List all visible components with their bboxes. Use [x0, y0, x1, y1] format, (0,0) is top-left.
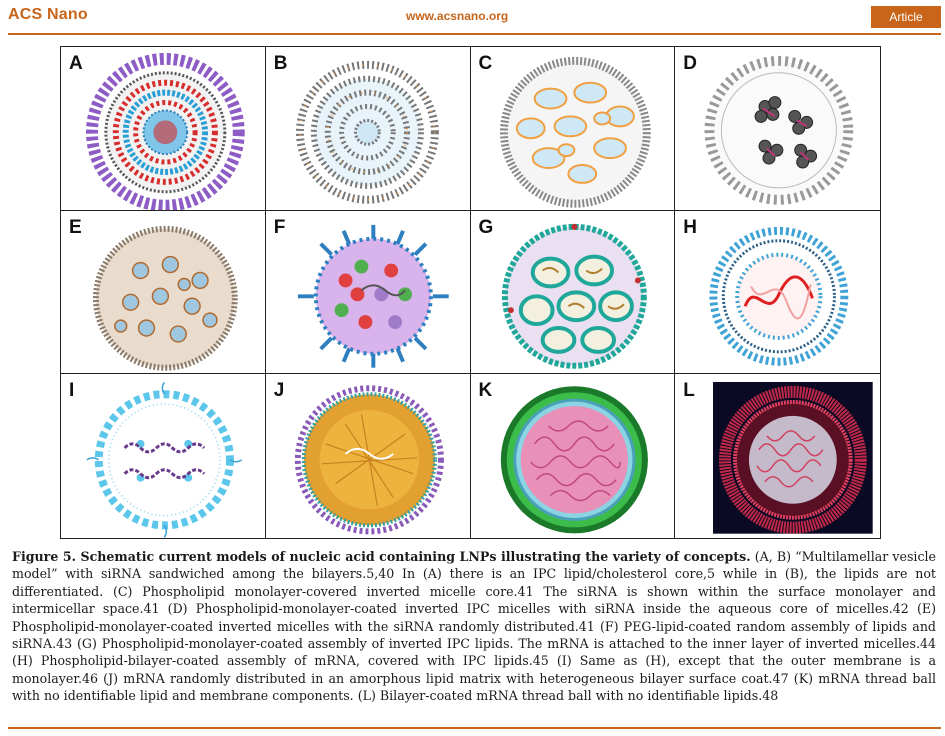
caption-body: (A, B) “Multilamellar vesicle model” with siRNA sandwiched among the bilayers.5,40 In (A) there is an IPC lipid/cholesterol core,5 while in (B), the lipids are not differentiated. (C) Phospholipid monolayer-covered inverted micelle core.41 The siRNA is shown within the surface monolayer and intermicellar space.41 (D) Phospholipid-monolayer-coated inverted IPC micelles with siRNA inside the aqueous core of micelles.42 (E) Phospholipid-monolayer-coated inverted micelles with the siRNA randomly distributed.41 (F) PEG-lipid-coated random assembly of lipids and siRNA.43 (G) Phospholipid-monolayer-coated assembly of inverted IPC lipids. The mRNA is attached to the inner layer of inverted micelles.44 (H) Phospholipid-bilayer-coated assembly of mRNA, covered with IPC lipids.45 (I) Same as (H), except that the outer membrane is a monolayer.46 (J) mRNA randomly distributed in an amorphous lipid matrix with heterogeneous bilayer surface coat.47 (K) mRNA thread ball with no identifiable lipid and membrane components. (L) Bilayer-coated mRNA thread ball with no identifiable lipids.48: [12, 549, 936, 704]
multilamellar-ipc-core-icon: [61, 47, 265, 210]
panel-label: D: [683, 53, 697, 74]
panel-label: A: [69, 53, 83, 74]
panel-c: [471, 47, 676, 211]
panel-label: B: [273, 53, 288, 74]
panel-l: [675, 374, 880, 538]
mrna-thread-ball-icon: [471, 374, 675, 538]
panel-j: [266, 374, 471, 538]
bilayer-coated-mrna-icon: [675, 211, 880, 374]
panel-h: [675, 211, 880, 375]
panel-label: F: [273, 216, 286, 238]
random-inverted-micelles-icon: [61, 211, 265, 374]
caption-lead: Figure 5. Schematic current models of nucleic acid containing LNPs illustrating the variety of concepts.: [12, 549, 751, 564]
multilamellar-undifferentiated-icon: [266, 47, 470, 210]
footer-rule: [8, 727, 941, 729]
panel-f: [266, 211, 471, 375]
figure-grid: [60, 46, 881, 539]
panel-e: [61, 211, 266, 375]
panel-label: K: [478, 380, 493, 402]
panel-i: [61, 374, 266, 538]
panel-d: [675, 47, 880, 211]
header-rule: [8, 33, 941, 35]
article-badge: Article: [871, 6, 941, 28]
panel-g: [471, 211, 676, 375]
peg-lipid-random-assembly-icon: [266, 211, 470, 374]
bilayer-coated-thread-ball-icon: [675, 374, 880, 538]
panel-label: L: [683, 380, 695, 402]
siRNA-micelle-core-icon: [675, 47, 880, 210]
monolayer-coated-mrna-icon: [61, 374, 265, 538]
inverted-ipc-micelle-icon: [471, 211, 675, 374]
amorphous-lipid-matrix-icon: [266, 374, 470, 538]
panel-b: [266, 47, 471, 211]
panel-label: J: [273, 380, 285, 402]
panel-k: [471, 374, 676, 538]
page-header: [0, 0, 945, 36]
panel-label: I: [69, 380, 75, 402]
panel-a: [61, 47, 266, 211]
journal-name[interactable]: ACS Nano: [8, 6, 88, 23]
panel-label: E: [69, 216, 82, 238]
panel-label: G: [478, 216, 494, 238]
panel-label: C: [478, 53, 493, 74]
journal-url[interactable]: www.acsnano.org: [406, 9, 509, 23]
figure-caption: [12, 548, 936, 705]
inverted-micelle-core-icon: [471, 47, 675, 210]
panel-label: H: [683, 216, 697, 238]
